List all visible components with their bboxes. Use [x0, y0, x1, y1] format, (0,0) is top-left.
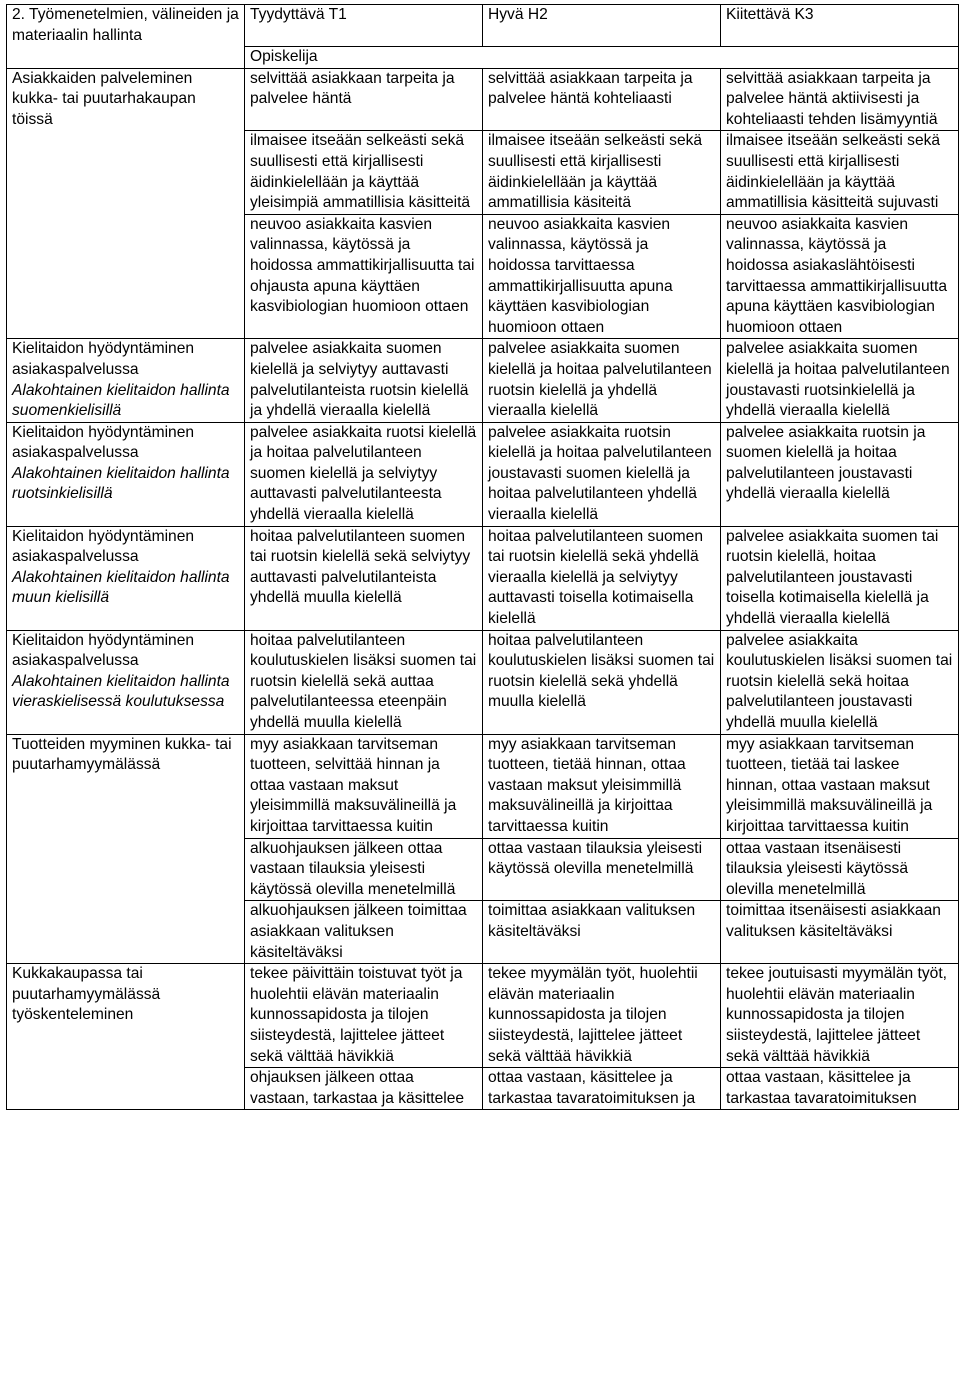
grade-cell-h2: tekee myymälän työt, huolehtii elävän materiaalin kunnossapidosta ja tilojen siisteydestä, lajittelee jätteet sekä välttää hävikkiä [483, 964, 721, 1068]
criterion-cell [7, 422, 245, 526]
header-k3: Kiitettävä K3 [721, 5, 959, 47]
criterion-title: Tuotteiden myyminen kukka- tai puutarhamyymälässä [12, 735, 236, 774]
table-row [7, 422, 959, 526]
table-row [7, 68, 959, 131]
table-row [7, 734, 959, 838]
table-row [7, 526, 959, 630]
table-row [7, 339, 959, 422]
criterion-subtitle: Alakohtainen kielitaidon hallinta ruotsinkielisillä [12, 464, 230, 503]
grade-cell-t1: ilmaisee itseään selkeästi sekä suullisesti että kirjallisesti äidinkielellään ja käyttää yleisimpiä ammatillisia käsitteitä [245, 131, 483, 214]
grade-cell-k3: toimittaa itsenäisesti asiakkaan valituksen käsiteltäväksi [721, 901, 959, 964]
grade-cell-h2: myy asiakkaan tarvitseman tuotteen, tietää hinnan, ottaa vastaan maksut yleisimmillä maksuvälineillä ja kirjoittaa tarvittaessa kuitin [483, 734, 721, 838]
grade-cell-k3: ottaa vastaan, käsittelee ja tarkastaa tavaratoimituksen [721, 1068, 959, 1110]
grade-cell-h2: neuvoo asiakkaita kasvien valinnassa, käytössä ja hoidossa tarvittaessa ammattikirjallisuutta apuna käyttäen kasvibiologian huomioon ottaen [483, 214, 721, 339]
area-title: 2. Työmenetelmien, välineiden ja materiaalin hallinta [12, 6, 239, 44]
grade-cell-k3: palvelee asiakkaita koulutuskielen lisäksi suomen tai ruotsin kielellä sekä hoitaa palvelutilanteen joustavasti yhdellä muulla kielellä [721, 630, 959, 734]
grade-cell-k3: selvittää asiakkaan tarpeita ja palvelee häntä aktiivisesti ja kohteliaasti tehden lisämyyntiä [721, 68, 959, 131]
grade-cell-k3: myy asiakkaan tarvitseman tuotteen, tietää tai laskee hinnan, ottaa vastaan maksut yleisimmillä maksuvälineillä ja kirjoittaa tarvittaessa kuitin [721, 734, 959, 838]
criterion-cell [7, 526, 245, 630]
grade-cell-k3: palvelee asiakkaita suomen tai ruotsin kielellä, hoitaa palvelutilanteen joustavasti toisella kotimaisella kielellä ja yhdellä vieraalla kielellä [721, 526, 959, 630]
criterion-title: Kielitaidon hyödyntäminen asiakaspalvelussa [12, 340, 199, 378]
grade-cell-h2: ottaa vastaan, käsittelee ja tarkastaa tavaratoimituksen ja [483, 1068, 721, 1110]
grade-cell-t1: hoitaa palvelutilanteen suomen tai ruotsin kielellä sekä selviytyy auttavasti palvelutilanteista yhdellä muulla kielellä [245, 526, 483, 630]
header-t1: Tyydyttävä T1 [245, 5, 483, 47]
header-area [7, 5, 245, 69]
header-h2: Hyvä H2 [483, 5, 721, 47]
criterion-cell [7, 68, 245, 339]
table-row [7, 964, 959, 1068]
grade-cell-h2: toimittaa asiakkaan valituksen käsiteltäväksi [483, 901, 721, 964]
header-row [7, 5, 959, 47]
grade-cell-t1: hoitaa palvelutilanteen koulutuskielen lisäksi suomen tai ruotsin kielellä sekä auttaa palvelutilanteessa eteenpäin yhdellä muulla kielellä [245, 630, 483, 734]
criterion-title: Kukkakaupassa tai puutarhamyymälässä työskenteleminen [12, 965, 165, 1024]
grade-cell-h2: ilmaisee itseään selkeästi sekä suullisesti että kirjallisesti äidinkielellään ja käyttää ammatillisia käsiteitä [483, 131, 721, 214]
criterion-cell [7, 964, 245, 1110]
grade-cell-h2: selvittää asiakkaan tarpeita ja palvelee häntä kohteliaasti [483, 68, 721, 131]
grade-cell-h2: hoitaa palvelutilanteen koulutuskielen lisäksi suomen tai ruotsin kielellä sekä yhdellä muulla kielellä [483, 630, 721, 734]
grade-cell-h2: palvelee asiakkaita ruotsin kielellä ja hoitaa palvelutilanteen joustavasti suomen kielellä ja hoitaa palvelutilanteen yhdellä vieraalla kielellä [483, 422, 721, 526]
grade-cell-t1: myy asiakkaan tarvitseman tuotteen, selvittää hinnan ja ottaa vastaan maksut yleisimmillä maksuvälineillä ja kirjoittaa tarvittaessa kuitin [245, 734, 483, 838]
criterion-subtitle: Alakohtainen kielitaidon hallinta muun kielisillä [12, 568, 230, 607]
subject-label: Opiskelija [245, 47, 959, 69]
grade-cell-k3: palvelee asiakkaita suomen kielellä ja hoitaa palvelutilanteen joustavasti ruotsinkielellä ja yhdellä vieraalla kielellä [721, 339, 959, 422]
grade-cell-t1: tekee päivittäin toistuvat työt ja huolehtii elävän materiaalin kunnossapidosta ja tilojen siisteydestä, lajittelee jätteet sekä välttää hävikkiä [245, 964, 483, 1068]
criterion-title: Kielitaidon hyödyntäminen asiakaspalvelussa [12, 631, 199, 670]
grade-cell-t1: neuvoo asiakkaita kasvien valinnassa, käytössä ja hoidossa ammattikirjallisuutta tai ohjausta apuna käyttäen kasvibiologian huomioon ottaen [245, 214, 483, 339]
grade-cell-t1: alkuohjauksen jälkeen toimittaa asiakkaan valituksen käsiteltäväksi [245, 901, 483, 964]
grade-cell-t1: alkuohjauksen jälkeen ottaa vastaan tilauksia yleisesti käytössä olevilla menetelmillä [245, 838, 483, 901]
criterion-title: Asiakkaiden palveleminen kukka- tai puutarhakaupan töissä [12, 69, 201, 128]
grade-cell-t1: palvelee asiakkaita ruotsi kielellä ja hoitaa palvelutilanteen suomen kielellä ja selviytyy auttavasti palvelutilanteesta yhdellä vieraalla kielellä [245, 422, 483, 526]
criterion-cell [7, 339, 245, 422]
grade-cell-t1: ohjauksen jälkeen ottaa vastaan, tarkastaa ja käsittelee [245, 1068, 483, 1110]
criterion-subtitle: Alakohtainen kielitaidon hallinta suomenkielisillä [12, 381, 230, 420]
rubric-body [7, 68, 959, 1110]
grade-cell-k3: ilmaisee itseään selkeästi sekä suullisesti että kirjallisesti äidinkielellään ja käyttää ammatillisia käsitteitä sujuvasti [721, 131, 959, 214]
criterion-title: Kielitaidon hyödyntäminen asiakaspalvelussa [12, 423, 199, 462]
assessment-table [6, 4, 959, 1110]
criterion-title: Kielitaidon hyödyntäminen asiakaspalvelussa [12, 527, 199, 566]
criterion-cell [7, 734, 245, 964]
grade-cell-h2: hoitaa palvelutilanteen suomen tai ruotsin kielellä sekä yhdellä vieraalla kielellä ja selviytyy auttavasti toisella kotimaisella kielellä [483, 526, 721, 630]
grade-cell-k3: tekee joutuisasti myymälän työt, huolehtii elävän materiaalin kunnossapidosta ja tilojen siisteydestä, lajittelee jätteet sekä välttää hävikkiä [721, 964, 959, 1068]
grade-cell-t1: selvittää asiakkaan tarpeita ja palvelee häntä [245, 68, 483, 131]
grade-cell-t1: palvelee asiakkaita suomen kielellä ja selviytyy auttavasti palvelutilanteista ruotsin kielellä ja yhdellä vieraalla kielellä [245, 339, 483, 422]
grade-cell-h2: palvelee asiakkaita suomen kielellä ja hoitaa palvelutilanteen ruotsin kielellä ja yhdellä vieraalla kielellä [483, 339, 721, 422]
grade-cell-k3: neuvoo asiakkaita kasvien valinnassa, käytössä ja hoidossa asiakaslähtöisesti tarvittaessa ammattikirjallisuutta apuna käyttäen kasvibiologian huomioon ottaen [721, 214, 959, 339]
grade-cell-k3: ottaa vastaan itsenäisesti tilauksia yleisesti käytössä olevilla menetelmillä [721, 838, 959, 901]
table-row [7, 630, 959, 734]
criterion-subtitle: Alakohtainen kielitaidon hallinta vieraskielisessä koulutuksessa [12, 672, 230, 711]
grade-cell-h2: ottaa vastaan tilauksia yleisesti käytössä olevilla menetelmillä [483, 838, 721, 901]
criterion-cell [7, 630, 245, 734]
grade-cell-k3: palvelee asiakkaita ruotsin ja suomen kielellä ja hoitaa palvelutilanteen joustavasti yhdellä vieraalla kielellä [721, 422, 959, 526]
